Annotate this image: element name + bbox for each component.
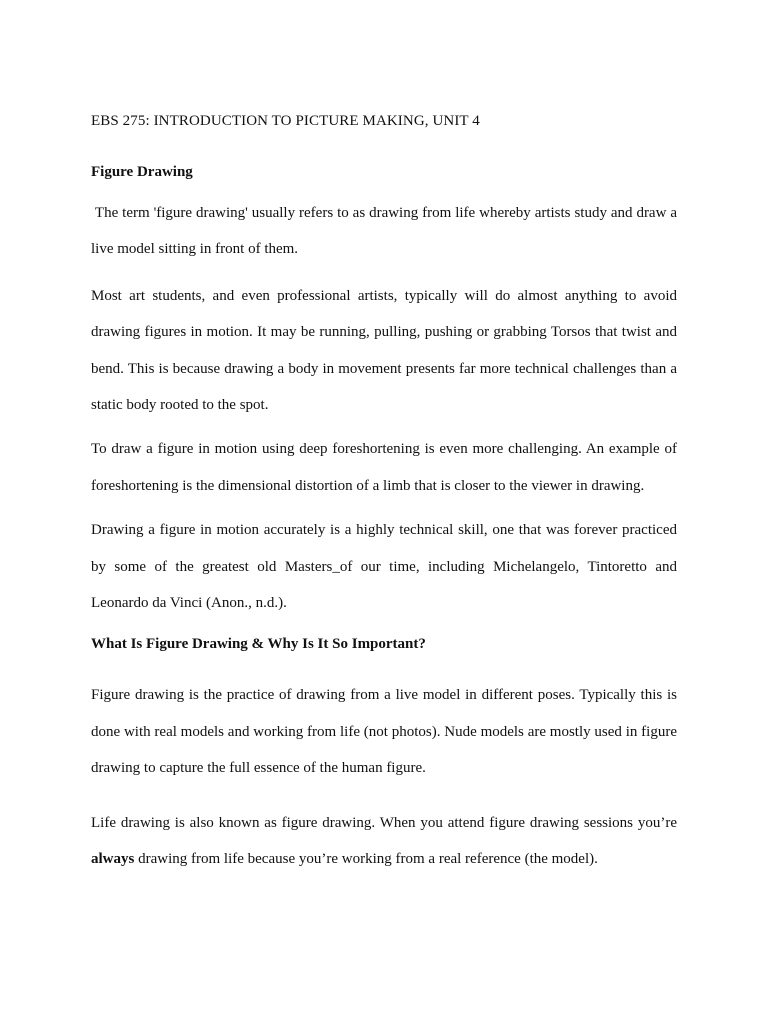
- section-heading-figure-drawing: Figure Drawing: [91, 164, 193, 180]
- emphasis-always: always: [91, 851, 135, 868]
- paragraph-life-drawing: [91, 805, 677, 878]
- paragraph-life-text-after: drawing from life because you’re working from a real reference (the model).: [134, 851, 598, 868]
- paragraph-life-text-before: Life drawing is also known as figure drawing. When you attend figure drawing sessions you’re: [91, 814, 677, 831]
- section-heading-importance: What Is Figure Drawing & Why Is It So Important?: [91, 636, 426, 653]
- document-body: [91, 106, 677, 886]
- paragraph-intro: The term 'figure drawing' usually refers to as drawing from life whereby artists study and draw a live model sitting in front of them.: [91, 205, 677, 258]
- paragraph-masters: Drawing a figure in motion accurately is a highly technical skill, one that was forever practiced by some of the greatest old Masters_of our time, including Michelangelo, Tintoretto and Leonardo da Vinci (Anon., n.d.).: [91, 522, 677, 612]
- paragraph-practice: Figure drawing is the practice of drawing from a live model in different poses. Typically this is done with real models and working from life (not photos). Nude models are mostly used in figure drawing to capture the full essence of the human figure.: [91, 687, 677, 777]
- course-title: EBS 275: INTRODUCTION TO PICTURE MAKING, UNIT 4: [91, 113, 480, 129]
- paragraph-foreshortening: To draw a figure in motion using deep foreshortening is even more challenging. An example of foreshortening is the dimensional distortion of a limb that is closer to the viewer in drawing.: [91, 441, 677, 494]
- paragraph-motion: Most art students, and even professional artists, typically will do almost anything to avoid drawing figures in motion. It may be running, pulling, pushing or grabbing Torsos that twist and bend. This is because drawing a body in movement presents far more technical challenges than a static body rooted to the spot.: [91, 287, 677, 414]
